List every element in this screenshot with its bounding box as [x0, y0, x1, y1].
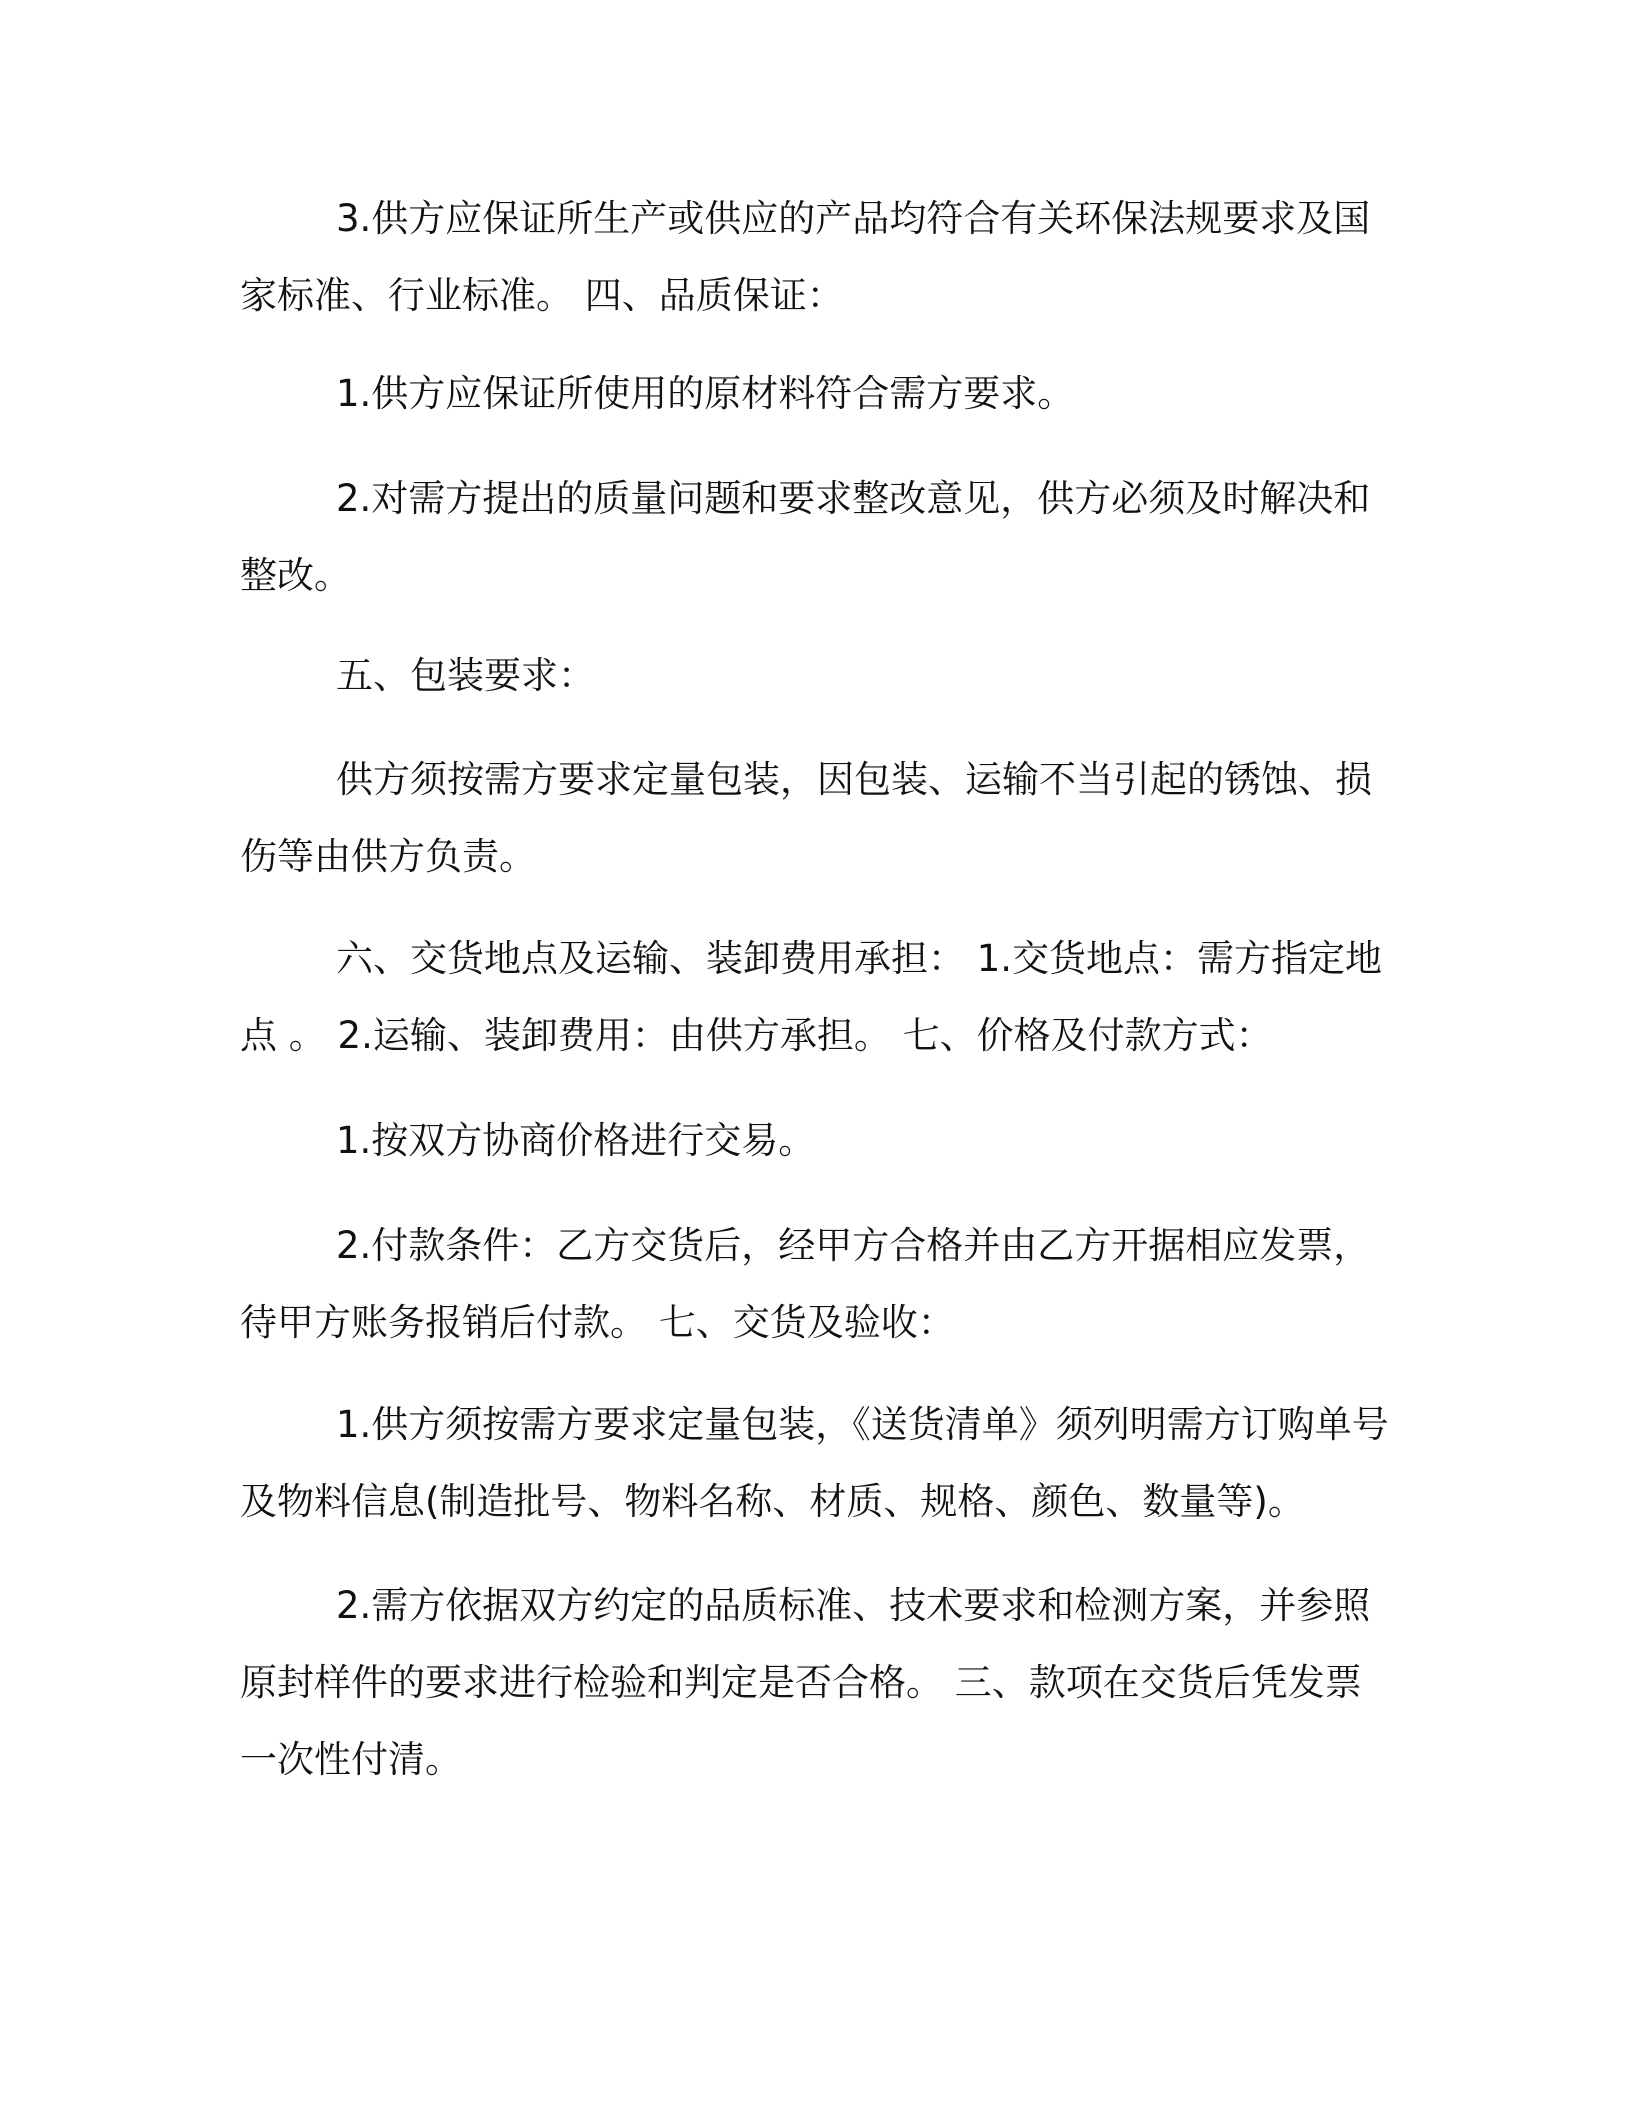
heading-packaging-requirements: 五、包装要求： — [336, 654, 595, 697]
paragraph-inspection: 2.需方依据双方约定的品质标准、技术要求和检测方案，并参照原封样件的要求进行检验和判定是否合格。 三、款项在交货后凭发票一次性付清。 — [240, 1584, 1371, 1781]
paragraph-environmental-standards: 3.供方应保证所生产或供应的产品均符合有关环保法规要求及国家标准、行业标准。 四、品质保证： — [240, 197, 1371, 317]
paragraph-quality-issues: 2.对需方提出的质量问题和要求整改意见，供方必须及时解决和整改。 — [240, 477, 1371, 597]
paragraph-delivery-list: 1.供方须按需方要求定量包装，《送货清单》须列明需方订购单号及物料信息(制造批号、物料名称、材质、规格、颜色、数量等)。 — [240, 1403, 1389, 1523]
paragraph-packaging: 供方须按需方要求定量包装，因包装、运输不当引起的锈蚀、损伤等由供方负责。 — [240, 758, 1372, 878]
paragraph-negotiated-price: 1.按双方协商价格进行交易。 — [336, 1119, 816, 1162]
paragraph-raw-materials: 1.供方应保证所使用的原材料符合需方要求。 — [336, 372, 1075, 415]
paragraph-payment-terms: 2.付款条件：乙方交货后，经甲方合格并由乙方开据相应发票，待甲方账务报销后付款。 七、交货及验收： — [240, 1224, 1371, 1344]
paragraph-delivery-location: 六、交货地点及运输、装卸费用承担： 1.交货地点：需方指定地点 。 2.运输、装卸费用：由供方承担。 七、价格及付款方式： — [240, 937, 1383, 1057]
